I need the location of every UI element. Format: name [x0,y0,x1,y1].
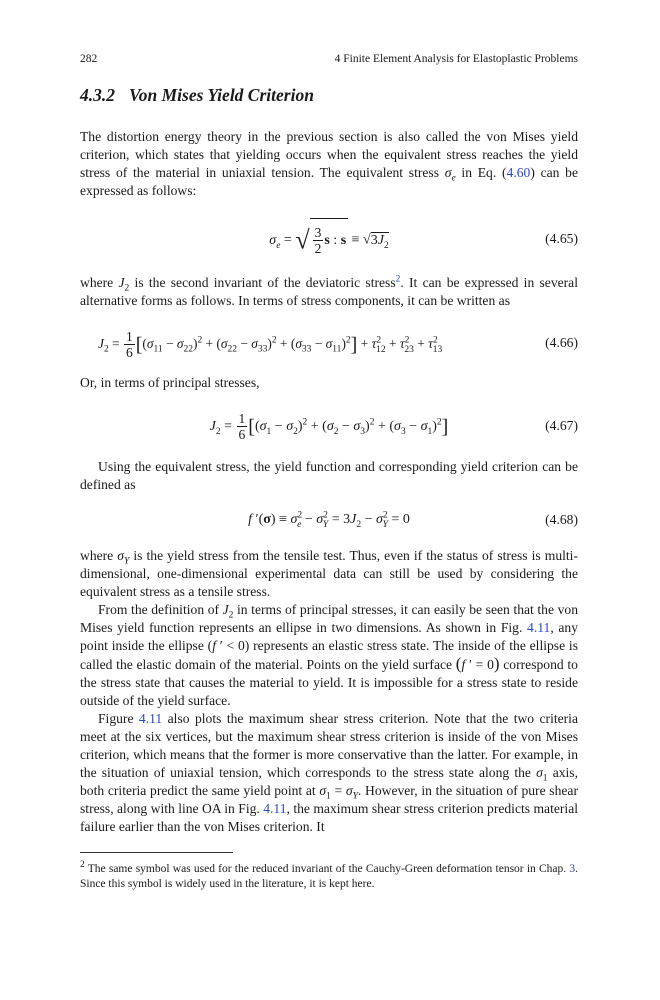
p6-text-c: , any point inside the ellipse ( [80,620,578,653]
running-title: 4 Finite Element Analysis for Elastoplastic Problems [334,53,578,65]
p7-text-b: also plots the maximum shear stress criterion. Note that the two criteria meet at the six vertices, but the maximum shear stress criterion is inside of the von Mises criterion, which means that the former is more conservative than the latter. For example, in the situation of uniaxial tension, which corresponds to the stress state along the [80,711,578,780]
paragraph-7: Figure 4.11 also plots the maximum shear stress criterion. Note that the two criteria meet at the six vertices, but the maximum shear stress criterion is inside of the von Mises criterion, which means that the former is more conservative than the latter. For example, in the situation of uniaxial tension, which corresponds to the stress state along the $\sigma_1$ axis, both criteria predict the same yield point at $\sigma_1 = \sigma_Y$. However, in the situation of pure shear stress, along with line OA in Fig. 4.11, the maximum shear stress criterion predicts material failure earlier than the von Mises criterion. It [80,711,579,834]
p2-text-c: . It can be expressed in several alternative forms as follows. In terms of stress components, it can be written as [80,275,578,308]
p6-text-e: correspond to the stress state that causes the material to yield. It is impossible for a stress state to reside outside of the yield surface. [80,657,578,708]
footnote-text-b: . Since this symbol is widely used in the literature, it is kept here. [80,863,578,890]
equation-number: (4.65) [545,231,578,246]
figure-link[interactable]: 4.11 [263,801,287,816]
p6-text: From the definition of [98,602,223,617]
p7-text-e: , the maximum shear stress criterion predicts material failure earlier than the von Mises criterion. It [80,801,579,834]
equation-number: (4.67) [545,418,578,433]
figure-link[interactable]: 4.11 [138,711,163,726]
page-number: 282 [80,53,98,65]
p1-text-c: ) can be expressed as follows: [80,165,579,198]
paragraph-3: Or, in terms of principal stresses, [80,375,260,390]
p7-text-c: axis, both criteria predict the same yield point at [80,765,578,798]
equation-link[interactable]: 4.60 [506,165,531,180]
p5-text-b: is the yield stress from the tensile test. Thus, even if the status of stress is multi-dimensional, one-dimensional experimental data can still be used by considering the equivalent stress as a tensile stress. [80,548,578,599]
section-number: 4.3.2 [80,85,115,105]
equation-number: (4.66) [545,335,578,350]
footnote-rule [80,852,233,853]
paragraph-1: The distortion energy theory in the previous section is also called the von Mises yield criterion, which states that yielding occurs when the equivalent stress reaches the yield stress of the material in uniaxial tension. The equivalent stress $\sigma_e$ in Eq. (4.60) can be expressed as follows: [80,129,579,198]
equation-4-65: $\sigma_e$ = √ $\frac{3}{2}$ s : $s \equiv √3J_2$ (4.65) [80,218,578,262]
paragraph-2: where $J_2$ is the second invariant of the deviatoric stress$^2$. It can be expressed in several alternative forms as follows. In terms of stress components, it can be written as [80,274,578,308]
p2-text-b: is the second invariant of the deviatoric stress [129,275,396,290]
footnote [80,862,578,892]
p7-text: Figure [98,711,139,726]
p7-text-d: . However, in the situation of pure shear stress, along with line OA in Fig. [80,783,578,816]
footnote-link[interactable]: 2 [395,274,401,285]
equation-4-66: $J_2$ = $\frac{1}{6}$ $[(\sigma_{11} - \sigma_{22})^2 + (\sigma_{22} - \sigma_{33})^2 + (\sigma_{33} - \sigma_{11})^2] + \tau^2_{12} + \tau^2_{23} + \tau^2_{13}$ (4.66) [98,329,578,361]
paragraph-6: From the definition of $J_2$ in terms of principal stresses, it can easily be seen that the von Mises yield function represents an ellipse in two dimensions. As shown in Fig. 4.11, any point inside the ellipse (f ′ < 0) represents an elastic stress state. The inside of the ellipse is called the elastic domain of the material. Points on the yield surface (f ′ = 0) correspond to the stress state that causes the material to yield. It is impossible for a stress state to reside outside of the yield surface. [80,602,578,708]
paragraph-4: Using the equivalent stress, the yield function and corresponding yield criterion can be defined as [80,459,578,492]
figure-link[interactable]: 4.11 [527,620,551,635]
p6-text-b: in terms of principal stresses, it can easily be seen that the von Mises yield function represents an ellipse in two dimensions. As shown in Fig. [80,602,578,635]
p5-text: where [80,548,118,563]
equation-4-68: f $'(\sigma) \equiv \sigma^2_e - \sigma^2_Y = 3J_2 - \sigma^2_Y = 0$ (4.68) [248,510,578,530]
p1-text: The distortion energy theory in the previous section is also called the von Mises yield criterion, which states that yielding occurs when the equivalent stress reaches the yield stress of the material in uniaxial tension. The equivalent stress [80,129,578,180]
footnote-mark: 2 [80,860,85,871]
p6-text-d: ) represents an elastic stress state. The inside of the ellipse is called the elastic domain of the material. Points on the yield surface [80,638,578,672]
section-title: Von Mises Yield Criterion [129,85,314,105]
p1-text-b: in Eq. ( [455,165,507,180]
equation-number: (4.68) [545,512,578,527]
section-heading [80,84,314,106]
footnote-text: The same symbol was used for the reduced invariant of the Cauchy-Green deformation tensor in Chap. [84,863,570,875]
chapter-link[interactable]: 3 [569,863,576,875]
equation-4-67: $J_2$ = $\frac{1}{6}$ $[(\sigma_1 - \sigma_2)^2 + (\sigma_2 - \sigma_3)^2 + (\sigma_3 - \sigma_1)^2]$ (4.67) [209,411,578,443]
p2-text: where [80,275,119,290]
paragraph-5: where $\sigma_Y$ is the yield stress from the tensile test. Thus, even if the status of stress is multi-dimensional, one-dimensional experimental data can still be used by considering the equivalent stress as a tensile stress. [80,548,578,599]
